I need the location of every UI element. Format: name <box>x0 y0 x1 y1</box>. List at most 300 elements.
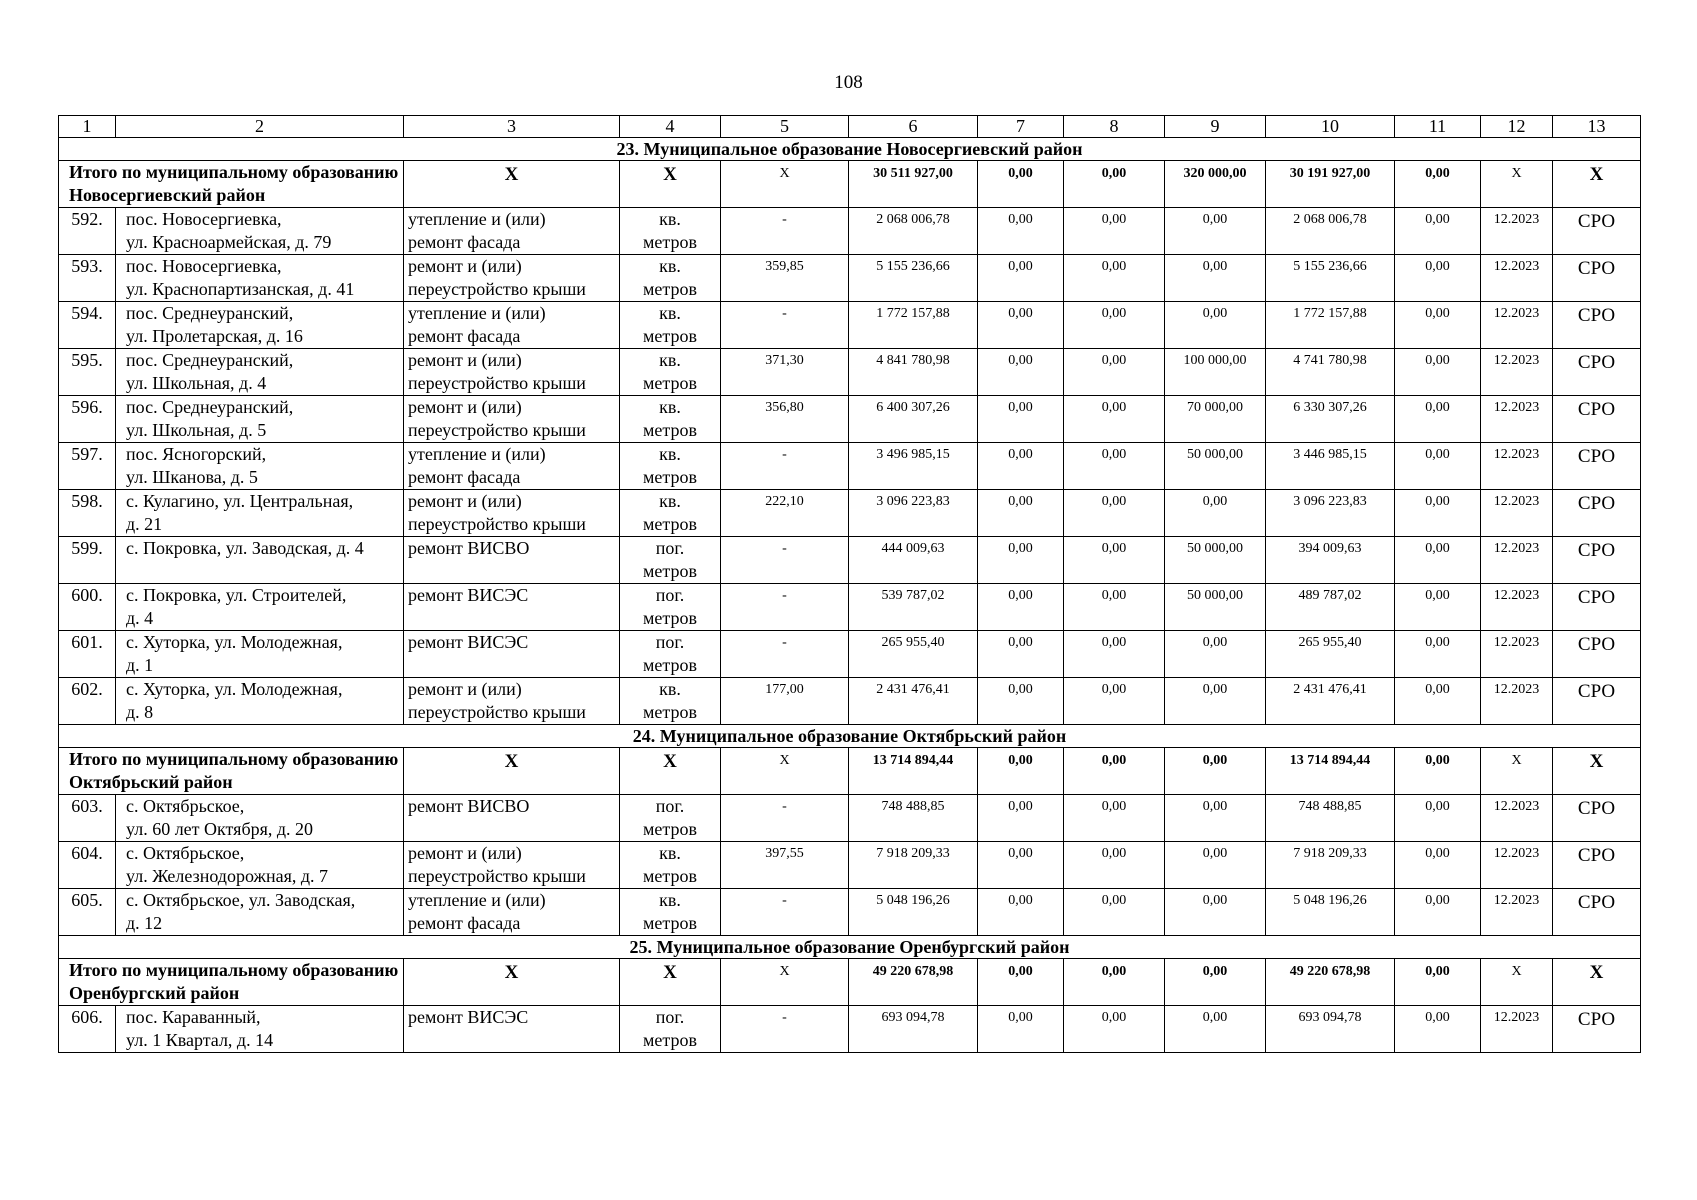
deadline: 12.2023 <box>1481 889 1553 936</box>
row-number: 592. <box>59 208 116 255</box>
total-c11: 0,00 <box>1395 748 1481 795</box>
row-number: 601. <box>59 631 116 678</box>
total-col4: Х <box>620 959 721 1006</box>
unit-cell <box>620 396 721 443</box>
column-header-11: 11 <box>1395 116 1481 138</box>
address-cell <box>116 584 404 631</box>
address-line1: пос. Среднеуранский, <box>126 397 294 417</box>
unit-line2: метров <box>643 420 697 440</box>
area-value: 177,00 <box>721 678 849 725</box>
cost-col7: 0,00 <box>978 889 1064 936</box>
section-total-row <box>59 161 1641 208</box>
cost-col11: 0,00 <box>1395 537 1481 584</box>
total-label: Итого по муниципальному образованию Новосергиевский район <box>59 161 404 208</box>
column-header-13: 13 <box>1553 116 1641 138</box>
work-type-cell <box>404 208 620 255</box>
address-cell <box>116 443 404 490</box>
cost-col9: 0,00 <box>1165 1006 1266 1053</box>
total-c11: 0,00 <box>1395 161 1481 208</box>
work-type-cell <box>404 490 620 537</box>
address-line2: ул. Пролетарская, д. 16 <box>126 326 303 346</box>
cost-total: 2 068 006,78 <box>849 208 978 255</box>
work-type-line1: утепление и (или) <box>408 209 546 229</box>
cost-col11: 0,00 <box>1395 889 1481 936</box>
address-line1: пос. Новосергиевка, <box>126 209 282 229</box>
cost-col11: 0,00 <box>1395 490 1481 537</box>
cost-col9: 0,00 <box>1165 678 1266 725</box>
address-cell <box>116 490 404 537</box>
cost-col8: 0,00 <box>1064 842 1165 889</box>
unit-cell <box>620 795 721 842</box>
total-col5: Х <box>721 161 849 208</box>
total-c9: 0,00 <box>1165 748 1266 795</box>
column-number-row <box>59 116 1641 138</box>
cost-col9: 100 000,00 <box>1165 349 1266 396</box>
cost-col7: 0,00 <box>978 678 1064 725</box>
work-type-line2: ремонт фасада <box>408 232 521 252</box>
unit-cell <box>620 349 721 396</box>
row-number: 603. <box>59 795 116 842</box>
unit-line2: метров <box>643 702 697 722</box>
area-value: - <box>721 443 849 490</box>
area-value: - <box>721 1006 849 1053</box>
cost-col7: 0,00 <box>978 795 1064 842</box>
cost-col7: 0,00 <box>978 349 1064 396</box>
table-row <box>59 208 1641 255</box>
address-line2: ул. Школьная, д. 4 <box>126 373 267 393</box>
cost-col11: 0,00 <box>1395 678 1481 725</box>
page-number: 108 <box>834 72 863 93</box>
cost-col11: 0,00 <box>1395 795 1481 842</box>
work-type-cell <box>404 842 620 889</box>
cost-total: 265 955,40 <box>849 631 978 678</box>
cost-col7: 0,00 <box>978 490 1064 537</box>
address-line1: пос. Ясногорский, <box>126 444 267 464</box>
column-header-1: 1 <box>59 116 116 138</box>
unit-line1: кв. <box>659 843 681 863</box>
deadline: 12.2023 <box>1481 1006 1553 1053</box>
cost-col9: 50 000,00 <box>1165 443 1266 490</box>
unit-line2: метров <box>643 1030 697 1050</box>
cost-col10: 2 431 476,41 <box>1266 678 1395 725</box>
cost-col8: 0,00 <box>1064 678 1165 725</box>
total-c8: 0,00 <box>1064 748 1165 795</box>
method-cell: СРО <box>1553 255 1641 302</box>
deadline: 12.2023 <box>1481 795 1553 842</box>
address-line1: с. Хуторка, ул. Молодежная, <box>126 632 343 652</box>
work-type-line2: переустройство крыши <box>408 373 586 393</box>
cost-col11: 0,00 <box>1395 631 1481 678</box>
cost-total: 693 094,78 <box>849 1006 978 1053</box>
total-c12: Х <box>1481 959 1553 1006</box>
table-row <box>59 537 1641 584</box>
cost-col7: 0,00 <box>978 208 1064 255</box>
address-line1: пос. Среднеуранский, <box>126 350 294 370</box>
unit-line1: кв. <box>659 256 681 276</box>
unit-line2: метров <box>643 913 697 933</box>
work-type-line1: ремонт ВИСВО <box>408 538 530 558</box>
cost-col10: 5 048 196,26 <box>1266 889 1395 936</box>
unit-cell <box>620 537 721 584</box>
cost-col10: 6 330 307,26 <box>1266 396 1395 443</box>
section-title-row <box>59 936 1641 959</box>
cost-col8: 0,00 <box>1064 631 1165 678</box>
cost-total: 748 488,85 <box>849 795 978 842</box>
cost-col9: 70 000,00 <box>1165 396 1266 443</box>
section-title-row <box>59 725 1641 748</box>
unit-line2: метров <box>643 467 697 487</box>
unit-line2: метров <box>643 819 697 839</box>
method-cell: СРО <box>1553 631 1641 678</box>
method-cell: СРО <box>1553 443 1641 490</box>
deadline: 12.2023 <box>1481 490 1553 537</box>
total-col3: Х <box>404 161 620 208</box>
total-c6: 49 220 678,98 <box>849 959 978 1006</box>
cost-col11: 0,00 <box>1395 349 1481 396</box>
cost-col10: 693 094,78 <box>1266 1006 1395 1053</box>
deadline: 12.2023 <box>1481 842 1553 889</box>
table-row <box>59 889 1641 936</box>
deadline: 12.2023 <box>1481 349 1553 396</box>
section-title-row <box>59 138 1641 161</box>
table-row <box>59 1006 1641 1053</box>
address-cell <box>116 678 404 725</box>
work-type-cell <box>404 255 620 302</box>
cost-col11: 0,00 <box>1395 1006 1481 1053</box>
address-line2: ул. Шканова, д. 5 <box>126 467 258 487</box>
unit-line1: пог. <box>655 538 685 558</box>
cost-col10: 4 741 780,98 <box>1266 349 1395 396</box>
table-row <box>59 349 1641 396</box>
total-c13: Х <box>1553 748 1641 795</box>
total-c12: Х <box>1481 161 1553 208</box>
cost-col9: 0,00 <box>1165 490 1266 537</box>
method-cell: СРО <box>1553 795 1641 842</box>
unit-line1: пог. <box>655 796 685 816</box>
address-line1: пос. Караванный, <box>126 1007 261 1027</box>
cost-col11: 0,00 <box>1395 255 1481 302</box>
unit-line2: метров <box>643 232 697 252</box>
table-row <box>59 490 1641 537</box>
total-label: Итого по муниципальному образованию Октябрьский район <box>59 748 404 795</box>
cost-col9: 0,00 <box>1165 208 1266 255</box>
method-cell: СРО <box>1553 889 1641 936</box>
unit-cell <box>620 302 721 349</box>
area-value: - <box>721 537 849 584</box>
row-number: 606. <box>59 1006 116 1053</box>
work-type-line1: ремонт ВИСЭС <box>408 1007 529 1027</box>
total-col5: Х <box>721 748 849 795</box>
total-col4: Х <box>620 748 721 795</box>
address-cell <box>116 795 404 842</box>
cost-col7: 0,00 <box>978 396 1064 443</box>
section-title: 25. Муниципальное образование Оренбургский район <box>59 936 1641 959</box>
total-c10: 49 220 678,98 <box>1266 959 1395 1006</box>
cost-col8: 0,00 <box>1064 255 1165 302</box>
cost-total: 7 918 209,33 <box>849 842 978 889</box>
area-value: - <box>721 584 849 631</box>
unit-line2: метров <box>643 514 697 534</box>
total-c12: Х <box>1481 748 1553 795</box>
table-row <box>59 396 1641 443</box>
address-cell <box>116 889 404 936</box>
total-c7: 0,00 <box>978 161 1064 208</box>
work-type-line2: переустройство крыши <box>408 702 586 722</box>
deadline: 12.2023 <box>1481 302 1553 349</box>
total-c13: Х <box>1553 161 1641 208</box>
section-title: 23. Муниципальное образование Новосергиевский район <box>59 138 1641 161</box>
address-cell <box>116 842 404 889</box>
cost-col10: 489 787,02 <box>1266 584 1395 631</box>
address-cell <box>116 537 404 584</box>
area-value: 222,10 <box>721 490 849 537</box>
cost-col8: 0,00 <box>1064 889 1165 936</box>
unit-cell <box>620 678 721 725</box>
work-type-cell <box>404 302 620 349</box>
repair-schedule-table <box>58 115 1641 1053</box>
unit-line1: кв. <box>659 303 681 323</box>
cost-col11: 0,00 <box>1395 208 1481 255</box>
row-number: 602. <box>59 678 116 725</box>
cost-col7: 0,00 <box>978 631 1064 678</box>
deadline: 12.2023 <box>1481 631 1553 678</box>
address-line1: пос. Новосергиевка, <box>126 256 282 276</box>
unit-line2: метров <box>643 326 697 346</box>
row-number: 593. <box>59 255 116 302</box>
cost-col9: 50 000,00 <box>1165 537 1266 584</box>
area-value: - <box>721 631 849 678</box>
unit-line2: метров <box>643 866 697 886</box>
cost-col9: 0,00 <box>1165 889 1266 936</box>
address-line2: ул. Красноармейская, д. 79 <box>126 232 332 252</box>
row-number: 594. <box>59 302 116 349</box>
total-c8: 0,00 <box>1064 959 1165 1006</box>
deadline: 12.2023 <box>1481 443 1553 490</box>
address-line1: с. Октябрьское, <box>126 843 245 863</box>
work-type-cell <box>404 678 620 725</box>
unit-line1: пог. <box>655 1007 685 1027</box>
work-type-cell <box>404 1006 620 1053</box>
area-value: 397,55 <box>721 842 849 889</box>
unit-cell <box>620 490 721 537</box>
cost-col8: 0,00 <box>1064 396 1165 443</box>
table-row <box>59 631 1641 678</box>
deadline: 12.2023 <box>1481 255 1553 302</box>
cost-col10: 5 155 236,66 <box>1266 255 1395 302</box>
cost-col9: 0,00 <box>1165 842 1266 889</box>
work-type-line2: переустройство крыши <box>408 866 586 886</box>
section-total-row <box>59 959 1641 1006</box>
address-line2: ул. Школьная, д. 5 <box>126 420 267 440</box>
unit-line2: метров <box>643 655 697 675</box>
work-type-cell <box>404 631 620 678</box>
table-row <box>59 795 1641 842</box>
work-type-line2: переустройство крыши <box>408 420 586 440</box>
address-line1: пос. Среднеуранский, <box>126 303 294 323</box>
cost-col9: 50 000,00 <box>1165 584 1266 631</box>
address-line2: ул. 1 Квартал, д. 14 <box>126 1030 274 1050</box>
row-number: 599. <box>59 537 116 584</box>
cost-col8: 0,00 <box>1064 302 1165 349</box>
work-type-line1: ремонт и (или) <box>408 397 522 417</box>
unit-cell <box>620 889 721 936</box>
total-c7: 0,00 <box>978 959 1064 1006</box>
work-type-line1: ремонт и (или) <box>408 256 522 276</box>
unit-line1: кв. <box>659 491 681 511</box>
method-cell: СРО <box>1553 537 1641 584</box>
row-number: 605. <box>59 889 116 936</box>
address-cell <box>116 208 404 255</box>
cost-col10: 7 918 209,33 <box>1266 842 1395 889</box>
table-row <box>59 255 1641 302</box>
cost-col7: 0,00 <box>978 443 1064 490</box>
work-type-cell <box>404 537 620 584</box>
total-c9: 0,00 <box>1165 959 1266 1006</box>
work-type-line1: утепление и (или) <box>408 444 546 464</box>
total-c10: 13 714 894,44 <box>1266 748 1395 795</box>
address-cell <box>116 631 404 678</box>
deadline: 12.2023 <box>1481 584 1553 631</box>
unit-line1: пог. <box>655 632 685 652</box>
cost-col10: 265 955,40 <box>1266 631 1395 678</box>
total-c13: Х <box>1553 959 1641 1006</box>
cost-col9: 0,00 <box>1165 255 1266 302</box>
address-line1: с. Октябрьское, ул. Заводская, <box>126 890 356 910</box>
cost-col9: 0,00 <box>1165 302 1266 349</box>
cost-col8: 0,00 <box>1064 1006 1165 1053</box>
work-type-line1: ремонт и (или) <box>408 350 522 370</box>
work-type-cell <box>404 396 620 443</box>
cost-col7: 0,00 <box>978 842 1064 889</box>
unit-cell <box>620 1006 721 1053</box>
cost-col10: 3 096 223,83 <box>1266 490 1395 537</box>
total-c8: 0,00 <box>1064 161 1165 208</box>
cost-col9: 0,00 <box>1165 631 1266 678</box>
cost-total: 5 048 196,26 <box>849 889 978 936</box>
cost-col11: 0,00 <box>1395 302 1481 349</box>
unit-cell <box>620 255 721 302</box>
cost-col10: 2 068 006,78 <box>1266 208 1395 255</box>
deadline: 12.2023 <box>1481 396 1553 443</box>
cost-col8: 0,00 <box>1064 349 1165 396</box>
address-line1: с. Кулагино, ул. Центральная, <box>126 491 354 511</box>
total-col3: Х <box>404 748 620 795</box>
cost-col10: 1 772 157,88 <box>1266 302 1395 349</box>
unit-cell <box>620 842 721 889</box>
address-line1: с. Октябрьское, <box>126 796 245 816</box>
deadline: 12.2023 <box>1481 678 1553 725</box>
total-label: Итого по муниципальному образованию Оренбургский район <box>59 959 404 1006</box>
work-type-line2: ремонт фасада <box>408 467 521 487</box>
column-header-7: 7 <box>978 116 1064 138</box>
row-number: 596. <box>59 396 116 443</box>
table-row <box>59 584 1641 631</box>
address-line2: ул. Краснопартизанская, д. 41 <box>126 279 355 299</box>
address-line2: д. 4 <box>126 608 154 628</box>
unit-line1: кв. <box>659 679 681 699</box>
area-value: 359,85 <box>721 255 849 302</box>
unit-line2: метров <box>643 561 697 581</box>
cost-col7: 0,00 <box>978 302 1064 349</box>
cost-col9: 0,00 <box>1165 795 1266 842</box>
cost-col7: 0,00 <box>978 1006 1064 1053</box>
total-col4: Х <box>620 161 721 208</box>
cost-total: 2 431 476,41 <box>849 678 978 725</box>
area-value: 356,80 <box>721 396 849 443</box>
cost-col11: 0,00 <box>1395 584 1481 631</box>
deadline: 12.2023 <box>1481 537 1553 584</box>
table-row <box>59 443 1641 490</box>
unit-cell <box>620 208 721 255</box>
work-type-line1: утепление и (или) <box>408 303 546 323</box>
address-line2: д. 1 <box>126 655 154 675</box>
area-value: - <box>721 208 849 255</box>
unit-line1: кв. <box>659 350 681 370</box>
cost-col8: 0,00 <box>1064 537 1165 584</box>
unit-cell <box>620 584 721 631</box>
unit-cell <box>620 631 721 678</box>
work-type-line1: утепление и (или) <box>408 890 546 910</box>
column-header-2: 2 <box>116 116 404 138</box>
address-line2: ул. Железнодорожная, д. 7 <box>126 866 329 886</box>
address-cell <box>116 255 404 302</box>
method-cell: СРО <box>1553 584 1641 631</box>
total-c7: 0,00 <box>978 748 1064 795</box>
work-type-line2: ремонт фасада <box>408 326 521 346</box>
method-cell: СРО <box>1553 349 1641 396</box>
cost-col10: 3 446 985,15 <box>1266 443 1395 490</box>
unit-line1: кв. <box>659 444 681 464</box>
column-header-10: 10 <box>1266 116 1395 138</box>
column-header-8: 8 <box>1064 116 1165 138</box>
work-type-line1: ремонт ВИСВО <box>408 796 530 816</box>
work-type-cell <box>404 795 620 842</box>
method-cell: СРО <box>1553 678 1641 725</box>
column-header-12: 12 <box>1481 116 1553 138</box>
work-type-line1: ремонт и (или) <box>408 679 522 699</box>
unit-cell <box>620 443 721 490</box>
cost-col7: 0,00 <box>978 255 1064 302</box>
area-value: 371,30 <box>721 349 849 396</box>
address-cell <box>116 1006 404 1053</box>
cost-col7: 0,00 <box>978 537 1064 584</box>
total-c10: 30 191 927,00 <box>1266 161 1395 208</box>
total-c6: 30 511 927,00 <box>849 161 978 208</box>
cost-total: 4 841 780,98 <box>849 349 978 396</box>
column-header-6: 6 <box>849 116 978 138</box>
work-type-cell <box>404 584 620 631</box>
unit-line2: метров <box>643 608 697 628</box>
method-cell: СРО <box>1553 396 1641 443</box>
work-type-cell <box>404 443 620 490</box>
address-cell <box>116 302 404 349</box>
cost-col7: 0,00 <box>978 584 1064 631</box>
section-title: 24. Муниципальное образование Октябрьский район <box>59 725 1641 748</box>
method-cell: СРО <box>1553 302 1641 349</box>
work-type-line2: переустройство крыши <box>408 279 586 299</box>
cost-col8: 0,00 <box>1064 490 1165 537</box>
unit-line2: метров <box>643 279 697 299</box>
area-value: - <box>721 302 849 349</box>
cost-total: 1 772 157,88 <box>849 302 978 349</box>
area-value: - <box>721 889 849 936</box>
unit-line1: кв. <box>659 890 681 910</box>
address-line1: с. Покровка, ул. Строителей, <box>126 585 347 605</box>
method-cell: СРО <box>1553 1006 1641 1053</box>
cost-col11: 0,00 <box>1395 396 1481 443</box>
address-line2: д. 12 <box>126 913 163 933</box>
address-cell <box>116 396 404 443</box>
